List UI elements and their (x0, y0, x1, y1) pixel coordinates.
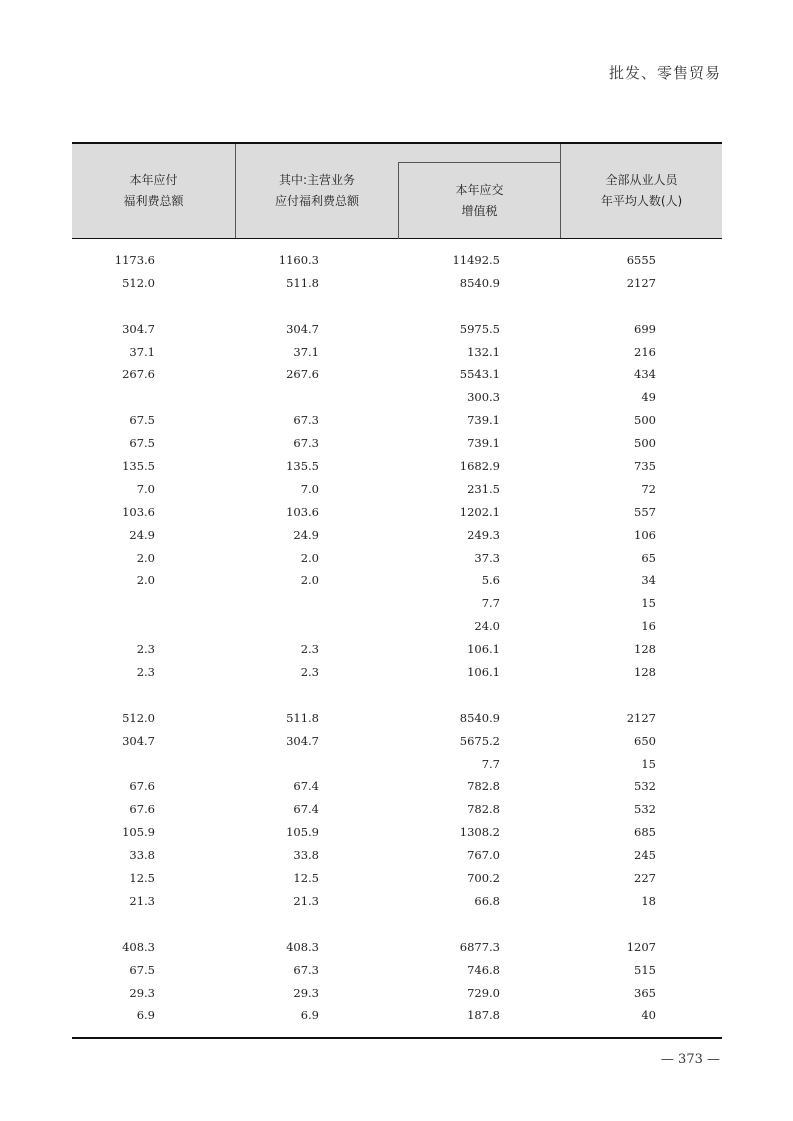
table-cell: 2.3 (300, 665, 319, 680)
table-cell: 15 (641, 596, 656, 611)
table-row (72, 707, 722, 730)
column-header-main-business-welfare (236, 170, 398, 212)
table-cell: 512.0 (122, 710, 155, 725)
table-row (72, 936, 722, 959)
table-cell: 532 (634, 779, 656, 794)
table-cell: 18 (641, 893, 656, 908)
table-cell: 103.6 (122, 504, 155, 519)
table-cell: 65 (641, 550, 656, 565)
table-cell: 37.1 (129, 344, 155, 359)
column-header-vat-payable (399, 180, 560, 222)
table-cell: 106.1 (467, 665, 500, 680)
table-cell: 500 (634, 413, 656, 428)
table-row (72, 363, 722, 386)
table-cell: 408.3 (122, 939, 155, 954)
table-cell: 231.5 (467, 481, 500, 496)
table-row (72, 913, 722, 936)
column-header-welfare-total (72, 170, 235, 212)
table-cell: 512.0 (122, 275, 155, 290)
table-row (72, 547, 722, 570)
table-row (72, 821, 722, 844)
table-cell: 1160.3 (278, 253, 319, 267)
table-cell: 729.0 (467, 985, 500, 1000)
table-cell: 782.8 (467, 802, 500, 817)
table-cell: 532 (634, 802, 656, 817)
table-row (72, 775, 722, 798)
table-cell: 135.5 (286, 459, 319, 474)
table-cell: 2.0 (136, 550, 155, 565)
table-cell: 685 (634, 825, 656, 840)
table-cell: 557 (634, 504, 656, 519)
page-number: — 373 — (660, 1052, 720, 1067)
table-cell: 72 (641, 481, 656, 496)
table-cell: 216 (634, 344, 656, 359)
table-cell: 1682.9 (459, 459, 500, 474)
table-cell: 5675.2 (459, 733, 500, 748)
table-cell: 2.0 (300, 550, 319, 565)
table-row (72, 753, 722, 776)
table-cell: 6555 (626, 253, 656, 267)
table-row (72, 249, 722, 272)
table-cell: 739.1 (467, 413, 500, 428)
table-cell: 24.9 (293, 527, 319, 542)
table-cell: 67.4 (293, 779, 319, 794)
table-row (72, 982, 722, 1005)
table-row (72, 890, 722, 913)
table-cell: 67.3 (293, 436, 319, 451)
table-cell: 128 (634, 665, 656, 680)
table-cell: 408.3 (286, 939, 319, 954)
table-cell: 67.6 (129, 802, 155, 817)
table-cell: 511.8 (286, 275, 319, 290)
table-cell: 29.3 (129, 985, 155, 1000)
column-header-line: 本年应交 (455, 183, 504, 197)
table-body (72, 239, 722, 1027)
table-cell: 37.1 (293, 344, 319, 359)
table-header (72, 142, 722, 239)
table-cell: 33.8 (129, 848, 155, 863)
table-cell: 650 (634, 733, 656, 748)
table-cell: 16 (641, 619, 656, 634)
table-bottom-rule (72, 1037, 722, 1039)
column-header-avg-employees (561, 170, 722, 212)
table-cell: 227 (634, 871, 656, 886)
table-cell: 6.9 (300, 1008, 319, 1023)
table-row (72, 684, 722, 707)
column-header-line: 全部从业人员 (605, 173, 678, 187)
table-cell: 34 (641, 573, 656, 588)
table-row (72, 959, 722, 982)
table-cell: 106 (634, 527, 656, 542)
table-cell: 2.0 (300, 573, 319, 588)
table-row (72, 478, 722, 501)
table-row (72, 798, 722, 821)
table-cell: 11492.5 (452, 253, 500, 267)
table-cell: 7.0 (136, 481, 155, 496)
table-cell: 767.0 (467, 848, 500, 863)
table-cell: 699 (634, 321, 656, 336)
table-cell: 67.3 (293, 413, 319, 428)
table-row (72, 638, 722, 661)
table-row (72, 501, 722, 524)
table-cell: 21.3 (129, 893, 155, 908)
table-cell: 2127 (626, 275, 656, 290)
table-cell: 132.1 (467, 344, 500, 359)
table-cell: 2.3 (136, 642, 155, 657)
table-cell: 40 (641, 1008, 656, 1023)
column-header-line: 年平均人数(人) (600, 194, 683, 208)
table-cell: 365 (634, 985, 656, 1000)
section-title: 批发、零售贸易 (608, 64, 721, 82)
table-cell: 12.5 (129, 871, 155, 886)
table-cell: 5.6 (481, 573, 500, 588)
table-cell: 2127 (626, 710, 656, 725)
table-cell: 434 (634, 367, 656, 382)
column-header-line: 福利费总额 (123, 194, 184, 208)
table-row (72, 615, 722, 638)
table-cell: 300.3 (467, 390, 500, 405)
table-cell: 67.6 (129, 779, 155, 794)
table-row (72, 295, 722, 318)
table-cell: 8540.9 (459, 275, 500, 290)
table-row (72, 1004, 722, 1027)
table-cell: 7.7 (481, 756, 500, 771)
table-cell: 1207 (626, 939, 656, 954)
table-row (72, 844, 722, 867)
table-cell: 304.7 (286, 733, 319, 748)
table-cell: 29.3 (293, 985, 319, 1000)
table-cell: 304.7 (122, 321, 155, 336)
data-table (72, 142, 722, 1027)
table-cell: 267.6 (122, 367, 155, 382)
table-row (72, 341, 722, 364)
table-cell: 128 (634, 642, 656, 657)
table-cell: 735 (634, 459, 656, 474)
table-cell: 267.6 (286, 367, 319, 382)
table-cell: 6.9 (136, 1008, 155, 1023)
column-header-line: 应付福利费总额 (274, 194, 359, 208)
table-cell: 2.3 (136, 665, 155, 680)
column-header-line: 其中:主营业务 (278, 173, 356, 187)
table-cell: 739.1 (467, 436, 500, 451)
table-cell: 103.6 (286, 504, 319, 519)
table-cell: 106.1 (467, 642, 500, 657)
table-cell: 511.8 (286, 710, 319, 725)
table-cell: 1173.6 (114, 253, 155, 267)
table-cell: 21.3 (293, 893, 319, 908)
column-header-line: 增值税 (461, 204, 498, 218)
table-cell: 49 (641, 390, 656, 405)
table-cell: 135.5 (122, 459, 155, 474)
table-cell: 67.3 (293, 962, 319, 977)
table-cell: 15 (641, 756, 656, 771)
table-cell: 24.9 (129, 527, 155, 542)
table-cell: 782.8 (467, 779, 500, 794)
table-row (72, 432, 722, 455)
table-row (72, 592, 722, 615)
table-cell: 249.3 (467, 527, 500, 542)
table-cell: 7.0 (300, 481, 319, 496)
table-row (72, 272, 722, 295)
table-cell: 66.8 (474, 893, 500, 908)
table-cell: 7.7 (481, 596, 500, 611)
table-cell: 105.9 (286, 825, 319, 840)
table-row (72, 386, 722, 409)
table-cell: 67.4 (293, 802, 319, 817)
table-cell: 500 (634, 436, 656, 451)
table-cell: 1308.2 (459, 825, 500, 840)
table-cell: 746.8 (467, 962, 500, 977)
table-cell: 304.7 (122, 733, 155, 748)
table-row (72, 730, 722, 753)
table-cell: 8540.9 (459, 710, 500, 725)
table-cell: 67.5 (129, 962, 155, 977)
table-cell: 304.7 (286, 321, 319, 336)
table-cell: 67.5 (129, 436, 155, 451)
table-cell: 33.8 (293, 848, 319, 863)
table-row (72, 867, 722, 890)
table-cell: 5975.5 (459, 321, 500, 336)
table-cell: 2.0 (136, 573, 155, 588)
table-cell: 6877.3 (459, 939, 500, 954)
table-cell: 37.3 (474, 550, 500, 565)
table-cell: 515 (634, 962, 656, 977)
table-row (72, 524, 722, 547)
table-cell: 2.3 (300, 642, 319, 657)
table-row (72, 661, 722, 684)
table-cell: 105.9 (122, 825, 155, 840)
table-row (72, 409, 722, 432)
table-cell: 67.5 (129, 413, 155, 428)
table-cell: 245 (634, 848, 656, 863)
table-row (72, 569, 722, 592)
table-cell: 12.5 (293, 871, 319, 886)
table-cell: 24.0 (474, 619, 500, 634)
table-cell: 5543.1 (459, 367, 500, 382)
table-row (72, 455, 722, 478)
table-cell: 700.2 (467, 871, 500, 886)
table-row (72, 318, 722, 341)
table-cell: 1202.1 (459, 504, 500, 519)
table-cell: 187.8 (467, 1008, 500, 1023)
column-header-line: 本年应付 (129, 173, 178, 187)
